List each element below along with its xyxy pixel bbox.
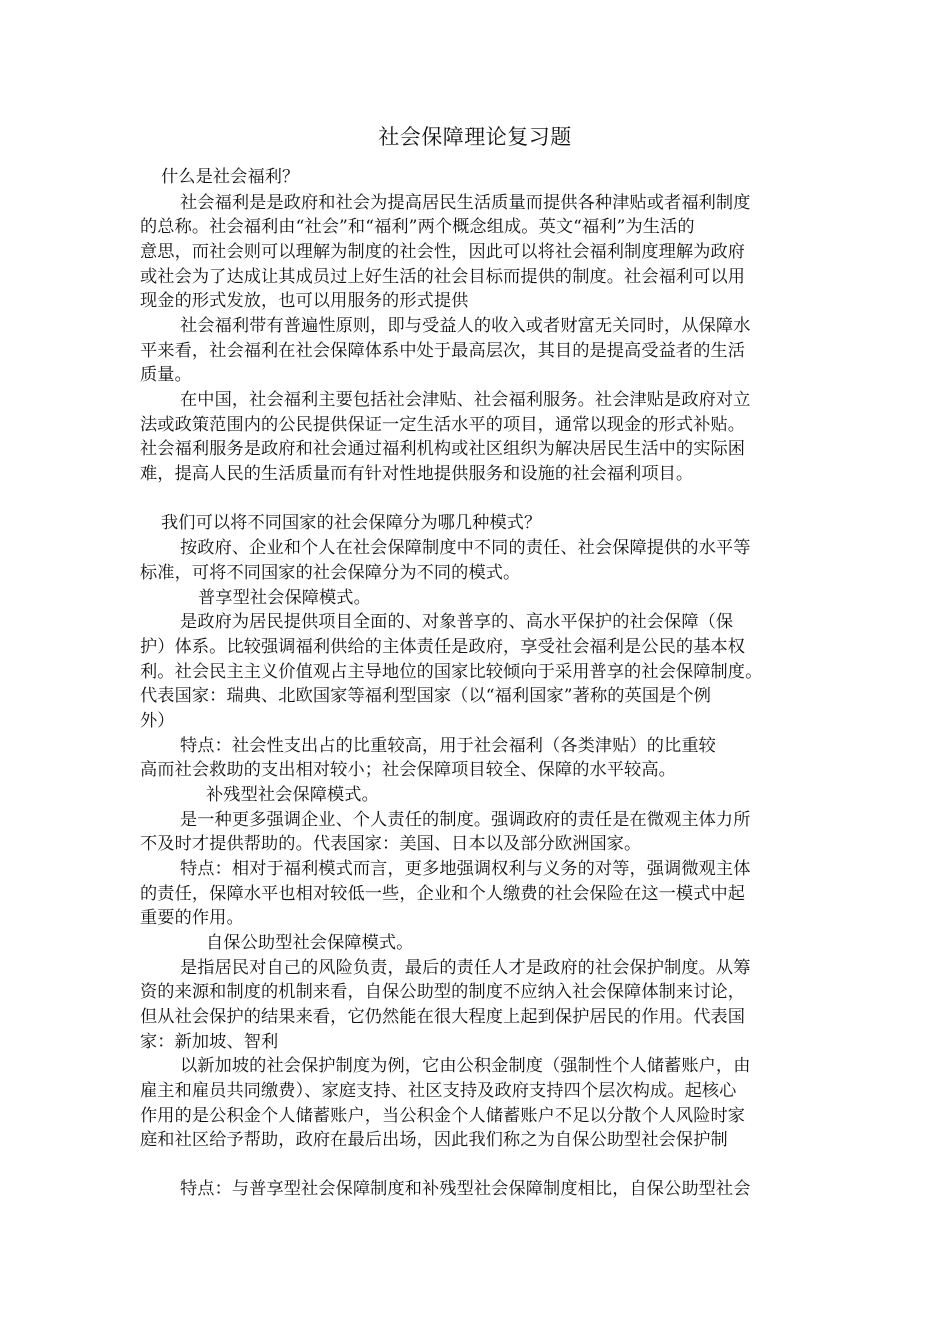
subheading-residual-model: 补残型社会保障模式。 [206,785,379,805]
paragraph-line: 平来看，社会福利在社会保障体系中处于最高层次，其目的是提高受益者的生活 [140,341,746,361]
paragraph-line: 作用的是公积金个人储蓄账户，当公积金个人储蓄账户不足以分散个人风险时家 [140,1106,746,1126]
paragraph-line: 资的来源和制度的机制来看，自保公助型的制度不应纳入社会保障体制来讨论， [140,982,746,1002]
paragraph-line: 法或政策范围内的公民提供保证一定生活水平的项目，通常以现金的形式补贴。 [140,415,746,435]
paragraph-line: 雇主和雇员共同缴费）、家庭支持、社区支持及政府支持四个层次构成。起核心 [140,1081,737,1101]
paragraph-line: 社会福利是是政府和社会为提高居民生活质量而提供各种津贴或者福利制度 [180,193,751,213]
paragraph-line: 的责任，保障水平也相对较低一些，企业和个人缴费的社会保险在这一模式中起 [140,884,746,904]
question-heading-models: 我们可以将不同国家的社会保障分为哪几种模式？ [161,513,542,533]
paragraph-line: 特点：与普享型社会保障制度和补残型社会保障制度相比，自保公助型社会 [180,1179,751,1199]
paragraph-line: 标准，可将不同国家的社会保障分为不同的模式。 [140,563,521,583]
paragraph-line: 或社会为了达成让其成员过上好生活的社会目标而提供的制度。社会福利可以用 [140,267,746,287]
paragraph-line: 重要的作用。 [140,908,244,928]
paragraph-line: 特点：社会性支出占的比重较高，用于社会福利（各类津贴）的比重较 [180,736,716,756]
paragraph-line: 不及时才提供帮助的。代表国家：美国、日本以及部分欧洲国家。 [140,834,642,854]
paragraph-line: 是政府为居民提供项目全面的、对象普享的、高水平保护的社会保障（保 [180,612,734,632]
paragraph-line: 高而社会救助的支出相对较小；社会保障项目较全、保障的水平较高。 [140,760,676,780]
question-heading-social-welfare: 什么是社会福利？ [161,167,300,187]
subheading-universal-model: 普享型社会保障模式。 [198,588,371,608]
paragraph-line: 是一种更多强调企业、个人责任的制度。强调政府的责任是在微观主体力所 [180,810,751,830]
paragraph-line: 社会福利服务是政府和社会通过福利机构或社区组织为解决居民生活中的实际困 [140,439,746,459]
subheading-self-help-model: 自保公助型社会保障模式。 [206,933,414,953]
paragraph-line: 现金的形式发放，也可以用服务的形式提供 [140,291,469,311]
paragraph-line: 质量。 [140,365,192,385]
paragraph-line: 特点：相对于福利模式而言，更多地强调权利与义务的对等，强调微观主体 [180,859,751,879]
document-title: 社会保障理论复习题 [378,125,572,149]
paragraph-line: 按政府、企业和个人在社会保障制度中不同的责任、社会保障提供的水平等 [180,538,751,558]
paragraph-line: 是指居民对自己的风险负责，最后的责任人才是政府的社会保护制度。从筹 [180,958,751,978]
paragraph-line: 代表国家：瑞典、北欧国家等福利型国家（以“福利国家”著称的英国是个例 [140,686,711,706]
paragraph-line: 以新加坡的社会保护制度为例，它由公积金制度（强制性个人储蓄账户，由 [180,1056,751,1076]
paragraph-line: 但从社会保护的结果来看，它仍然能在很大程度上起到保护居民的作用。代表国 [140,1007,746,1027]
paragraph-line: 难，提高人民的生活质量而有针对性地提供服务和设施的社会福利项目。 [140,464,694,484]
paragraph-line: 的总称。社会福利由“社会”和“福利”两个概念组成。英文“福利”为生活的 [140,217,695,237]
paragraph-line: 庭和社区给予帮助，政府在最后出场，因此我们称之为自保公助型社会保护制 [140,1130,728,1150]
paragraph-line: 家：新加坡、智利 [140,1032,279,1052]
paragraph-line: 利。社会民主主义价值观占主导地位的国家比较倾向于采用普享的社会保障制度。 [140,662,763,682]
paragraph-line: 护）体系。比较强调福利供给的主体责任是政府，享受社会福利是公民的基本权 [140,637,746,657]
paragraph-line: 外） [140,711,175,731]
paragraph-line: 社会福利带有普遍性原则，即与受益人的收入或者财富无关同时，从保障水 [180,316,751,336]
paragraph-line: 意思，而社会则可以理解为制度的社会性，因此可以将社会福利制度理解为政府 [140,242,746,262]
paragraph-line: 在中国，社会福利主要包括社会津贴、社会福利服务。社会津贴是政府对立 [180,390,751,410]
